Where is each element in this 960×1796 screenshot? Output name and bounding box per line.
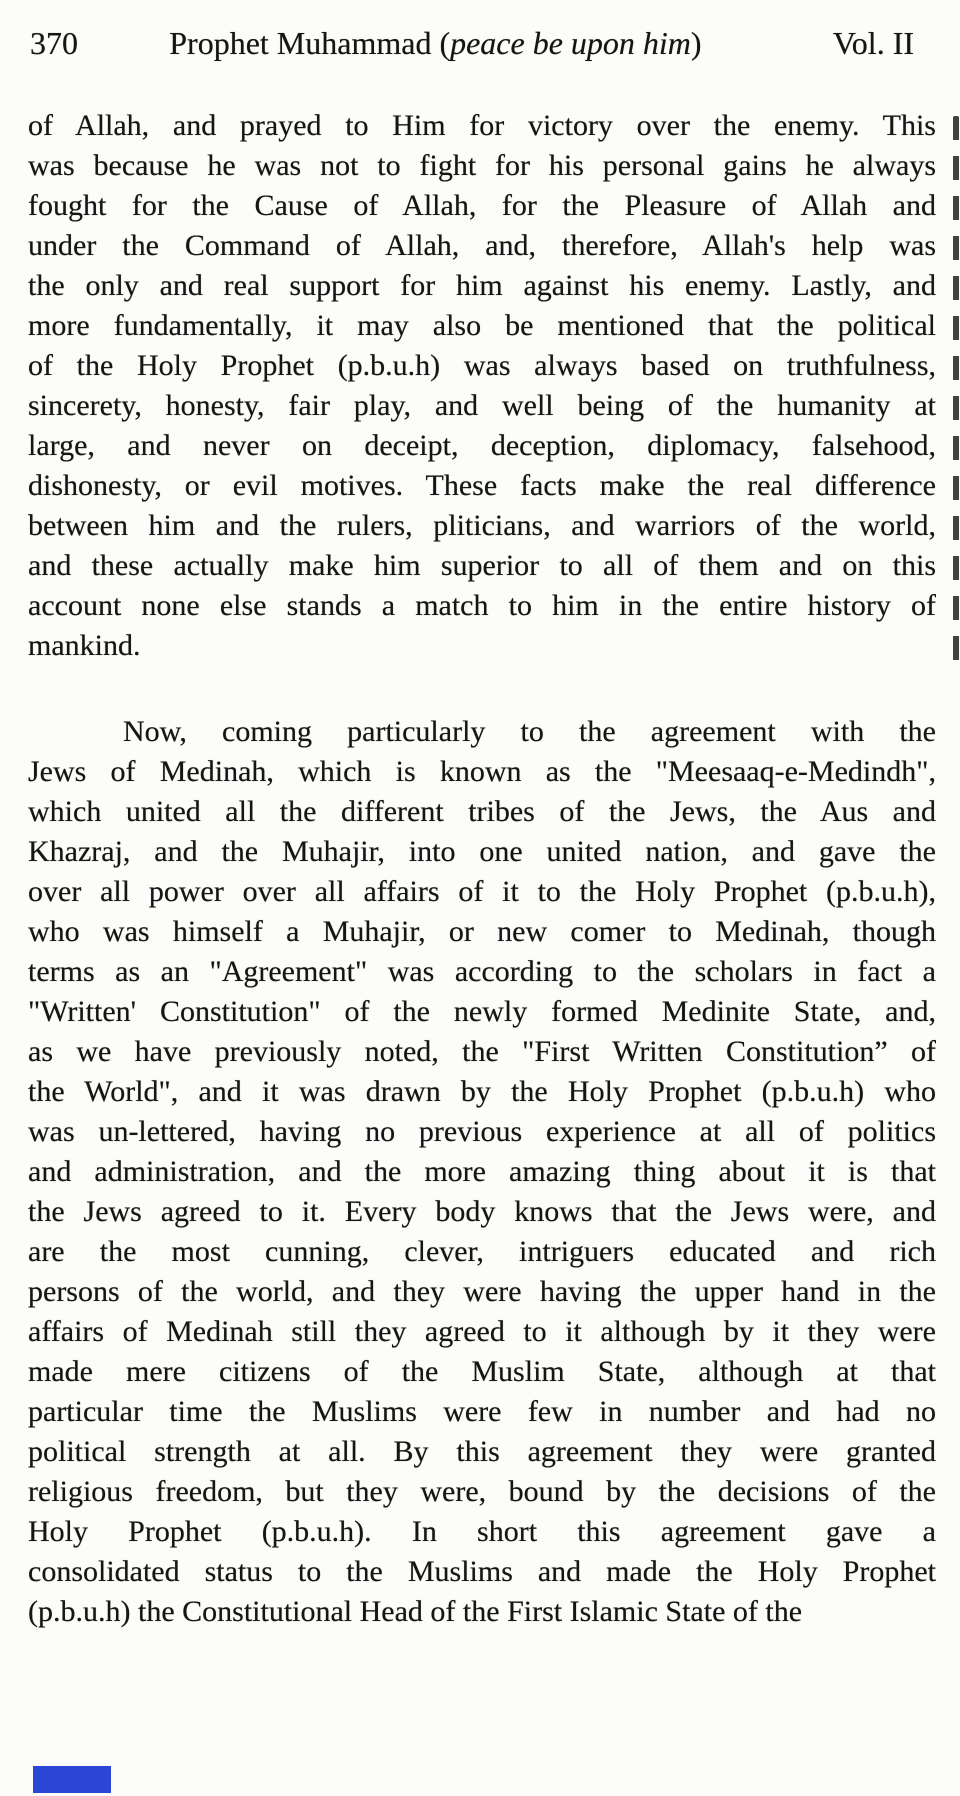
- text-line: affairs of Medinah still they agreed to it although by it they were: [28, 1315, 936, 1348]
- text-line: Holy Prophet (p.b.u.h). In short this agreement gave a: [28, 1515, 936, 1548]
- text-line: Khazraj, and the Muhajir, into one united nation, and gave the: [28, 835, 936, 868]
- text-line: consolidated status to the Muslims and made the Holy Prophet: [28, 1555, 936, 1588]
- paragraph: [28, 106, 936, 666]
- text-line: terms as an "Agreement" was according to the scholars in fact a: [28, 955, 936, 988]
- text-line: as we have previously noted, the "First Written Constitution” of: [28, 1035, 936, 1068]
- text-line: fought for the Cause of Allah, for the Pleasure of Allah and: [28, 189, 936, 222]
- header-title-italic: peace be upon him: [450, 25, 691, 61]
- text-line: account none else stands a match to him in the entire history of: [28, 589, 936, 622]
- body-text: [28, 106, 936, 1632]
- text-line: of the Holy Prophet (p.b.u.h) was always based on truthfulness,: [28, 349, 936, 382]
- text-line: religious freedom, but they were, bound by the decisions of the: [28, 1475, 936, 1508]
- header-title-suffix: ): [690, 25, 702, 61]
- text-line: was because he was not to fight for his personal gains he always: [28, 149, 936, 182]
- paragraph: [28, 712, 936, 1632]
- header-title-prefix: Prophet Muhammad (: [169, 25, 451, 61]
- text-line: and administration, and the more amazing thing about it is that: [28, 1155, 936, 1188]
- scan-edge-artifact: [953, 116, 959, 664]
- text-line: and these actually make him superior to all of them and on this: [28, 549, 936, 582]
- text-line: dishonesty, or evil motives. These facts make the real difference: [28, 469, 936, 502]
- text-line: particular time the Muslims were few in number and had no: [28, 1395, 936, 1428]
- text-line: the only and real support for him against his enemy. Lastly, and: [28, 269, 936, 302]
- text-line: made mere citizens of the Muslim State, although at that: [28, 1355, 936, 1388]
- text-line: persons of the world, and they were having the upper hand in the: [28, 1275, 936, 1308]
- text-line: political strength at all. By this agreement they were granted: [28, 1435, 936, 1468]
- text-line: which united all the different tribes of the Jews, the Aus and: [28, 795, 936, 828]
- text-line: are the most cunning, clever, intriguers educated and rich: [28, 1235, 936, 1268]
- text-line: who was himself a Muhajir, or new comer to Medinah, though: [28, 915, 936, 948]
- text-line: under the Command of Allah, and, therefore, Allah's help was: [28, 229, 936, 262]
- text-line: more fundamentally, it may also be mentioned that the political: [28, 309, 936, 342]
- text-line: Now, coming particularly to the agreement with the: [123, 715, 936, 748]
- text-line: Jews of Medinah, which is known as the "Meesaaq-e-Medindh",: [28, 755, 936, 788]
- header-title: [78, 24, 833, 62]
- text-line: (p.b.u.h) the Constitutional Head of the First Islamic State of the: [28, 1595, 803, 1628]
- text-line: sincerety, honesty, fair play, and well being of the humanity at: [28, 389, 936, 422]
- text-line: over all power over all affairs of it to the Holy Prophet (p.b.u.h),: [28, 875, 936, 908]
- volume-label: Vol. II: [832, 25, 914, 61]
- text-line: mankind.: [28, 629, 141, 662]
- text-line: was un-lettered, having no previous experience at all of politics: [28, 1115, 936, 1148]
- text-line: large, and never on deceipt, deception, diplomacy, falsehood,: [28, 429, 936, 462]
- page-number: 370: [30, 25, 78, 61]
- text-line: "Written' Constitution" of the newly formed Medinite State, and,: [28, 995, 936, 1028]
- text-line: the World", and it was drawn by the Holy Prophet (p.b.u.h) who: [28, 1075, 936, 1108]
- text-line: of Allah, and prayed to Him for victory over the enemy. This: [28, 109, 936, 142]
- selection-marker: [33, 1766, 111, 1793]
- text-line: between him and the rulers, pliticians, and warriors of the world,: [28, 509, 936, 542]
- text-line: the Jews agreed to it. Every body knows that the Jews were, and: [28, 1195, 936, 1228]
- page-header: [30, 24, 914, 62]
